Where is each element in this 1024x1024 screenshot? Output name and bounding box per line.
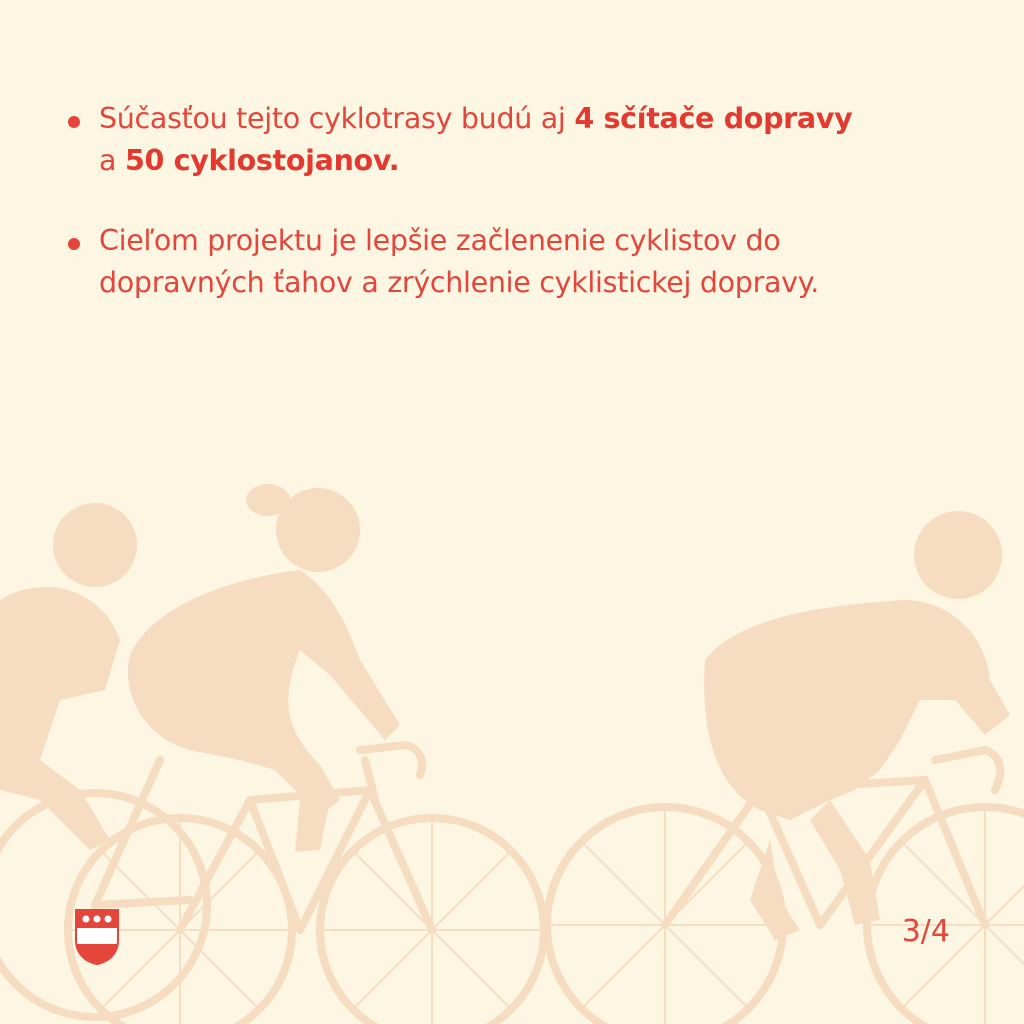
crest-icon bbox=[74, 908, 120, 966]
bullet-list bbox=[68, 98, 968, 342]
bullet-text bbox=[99, 98, 968, 182]
bullet-text-bold: 4 sčítače dopravy bbox=[574, 102, 853, 135]
page-indicator: 3/4 bbox=[901, 914, 950, 949]
bullet-text-plain: Súčasťou tejto cyklotrasy budú aj bbox=[99, 102, 575, 135]
bullet-item-counters bbox=[68, 98, 968, 182]
bullet-text-bold: 50 cyklostojanov. bbox=[124, 144, 400, 177]
bullet-text-plain: a bbox=[99, 144, 125, 177]
bullet-dot-icon bbox=[68, 238, 80, 250]
bullet-item-goal bbox=[68, 220, 968, 304]
bullet-text: Cieľom projektu je lepšie začlenenie cyklistov do dopravných ťahov a zrýchlenie cyklistickej dopravy. bbox=[99, 224, 819, 299]
bullet-dot-icon bbox=[68, 116, 80, 128]
